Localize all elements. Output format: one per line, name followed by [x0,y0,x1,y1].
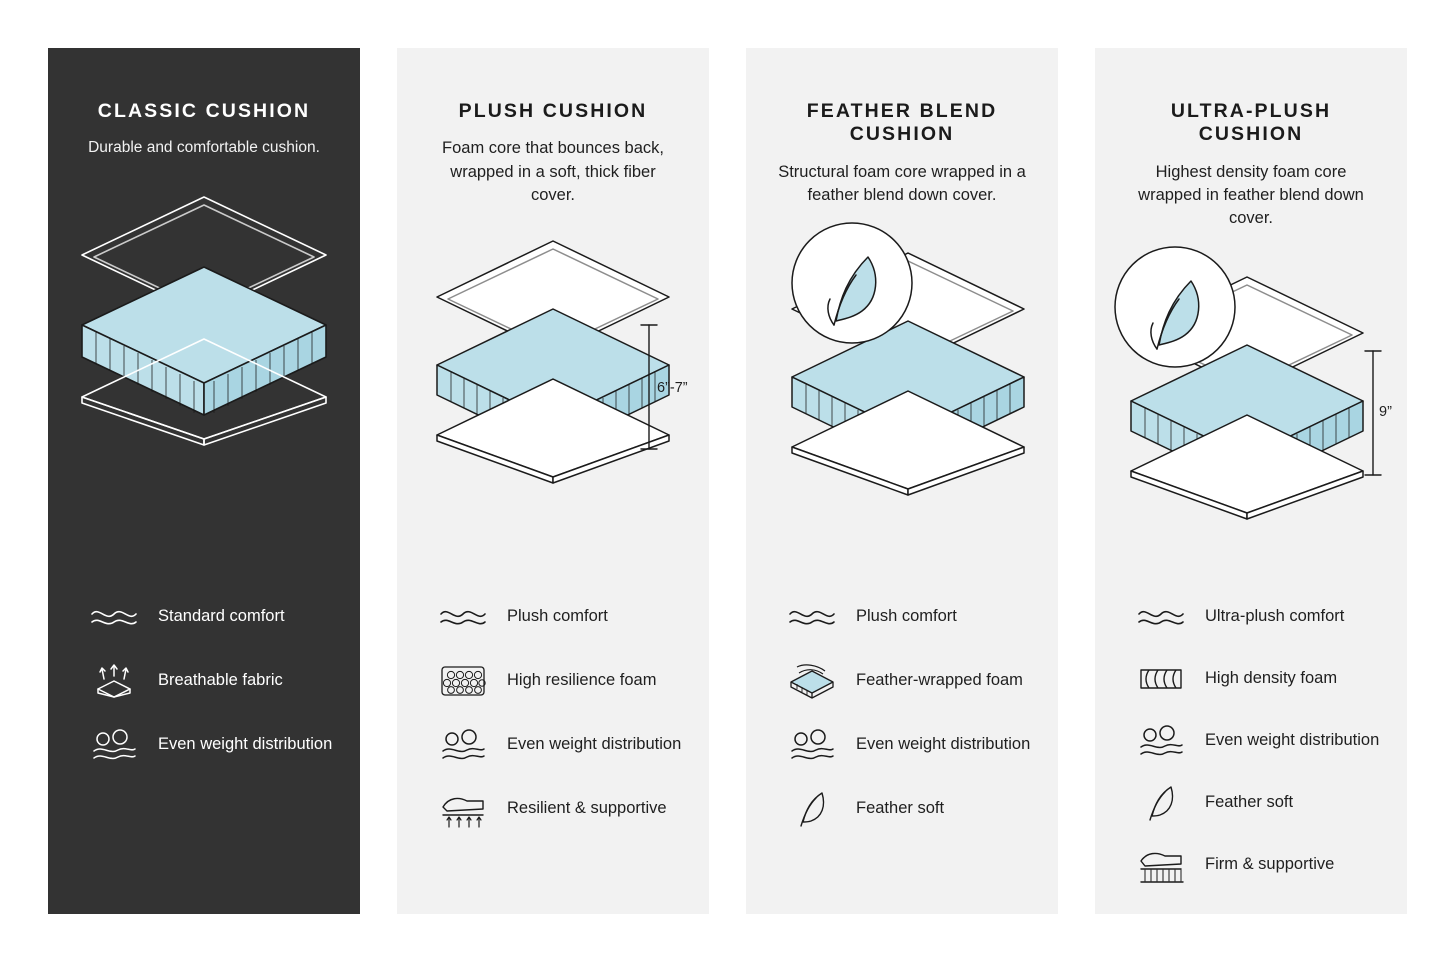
wave-comfort-icon [435,605,491,629]
feature-item [435,724,691,766]
feature-list [784,596,1040,852]
card-description: Foam core that bounces back, wrapped in a soft, thick fiber cover. [442,139,664,204]
feature-item [86,596,342,638]
feature-list [435,596,691,852]
feature-item [784,724,1040,766]
cushion-diagram [70,177,338,487]
feature-label: Standard comfort [158,607,285,626]
cushion-card-ultra-plush[interactable] [1095,48,1407,914]
cushion-diagram [419,225,687,535]
feather-wrapped-foam-icon [784,661,840,701]
feather-badge [790,221,914,347]
honeycomb-foam-icon [435,662,491,700]
feature-label: Even weight distribution [158,735,333,754]
cushion-card-classic[interactable] [48,48,360,914]
card-title: PLUSH CUSHION [458,100,648,122]
feature-label: Even weight distribution [1205,731,1380,750]
feather-icon [784,788,840,830]
feature-label: Even weight distribution [856,735,1031,754]
feather-badge [1113,245,1237,371]
even-weight-distribution-icon [1133,723,1189,759]
even-weight-distribution-icon [86,727,142,763]
feature-list [1133,596,1389,908]
high-density-foam-icon [1133,662,1189,696]
card-title: FEATHER BLEND CUSHION [806,100,998,146]
cushion-card-plush[interactable] [397,48,709,914]
feature-label: Feather soft [1205,793,1294,812]
feature-item [435,596,691,638]
feature-label: Ultra-plush comfort [1205,607,1345,626]
feature-item [784,788,1040,830]
feature-label: Plush comfort [507,607,608,626]
feature-label: Even weight distribution [507,735,682,754]
feature-item [1133,844,1389,886]
feature-item [1133,596,1389,638]
cushion-cards [48,48,1407,914]
feature-label: Feather soft [856,799,945,818]
card-title: CLASSIC CUSHION [97,100,311,122]
wave-comfort-icon [86,605,142,629]
feature-item [86,660,342,702]
card-description: Structural foam core wrapped in a feather blend down cover. [778,162,1026,205]
dimension-label: 6”-7” [657,380,688,397]
resilient-support-icon [435,789,491,829]
feature-list [86,596,342,788]
wave-comfort-icon [784,605,840,629]
breathable-fabric-icon [86,663,142,699]
feature-item [86,724,342,766]
card-title: ULTRA-PLUSH CUSHION [1170,100,1332,146]
feature-item [784,660,1040,702]
feature-item [1133,720,1389,762]
feature-label: Breathable fabric [158,671,283,690]
feature-label: Feather-wrapped foam [856,671,1023,690]
cushion-diagram [768,225,1036,535]
feature-label: Plush comfort [856,607,957,626]
feature-label: High resilience foam [507,671,657,690]
wave-comfort-icon [1133,605,1189,629]
even-weight-distribution-icon [435,727,491,763]
cushion-diagram [1117,249,1392,559]
firm-support-icon [1133,845,1189,885]
feature-item [1133,658,1389,700]
even-weight-distribution-icon [784,727,840,763]
feather-icon [1133,782,1189,824]
feature-label: Resilient & supportive [507,799,667,818]
feature-label: Firm & supportive [1205,855,1335,874]
card-description: Durable and comfortable cushion. [88,139,320,157]
feature-label: High density foam [1205,669,1338,688]
feature-item [435,788,691,830]
feature-item [784,596,1040,638]
cushion-card-feather-blend[interactable] [746,48,1058,914]
card-description: Highest density foam core wrapped in feather blend down cover. [1138,162,1364,228]
feature-item [1133,782,1389,824]
feature-item [435,660,691,702]
dimension-label: 9” [1379,403,1392,420]
